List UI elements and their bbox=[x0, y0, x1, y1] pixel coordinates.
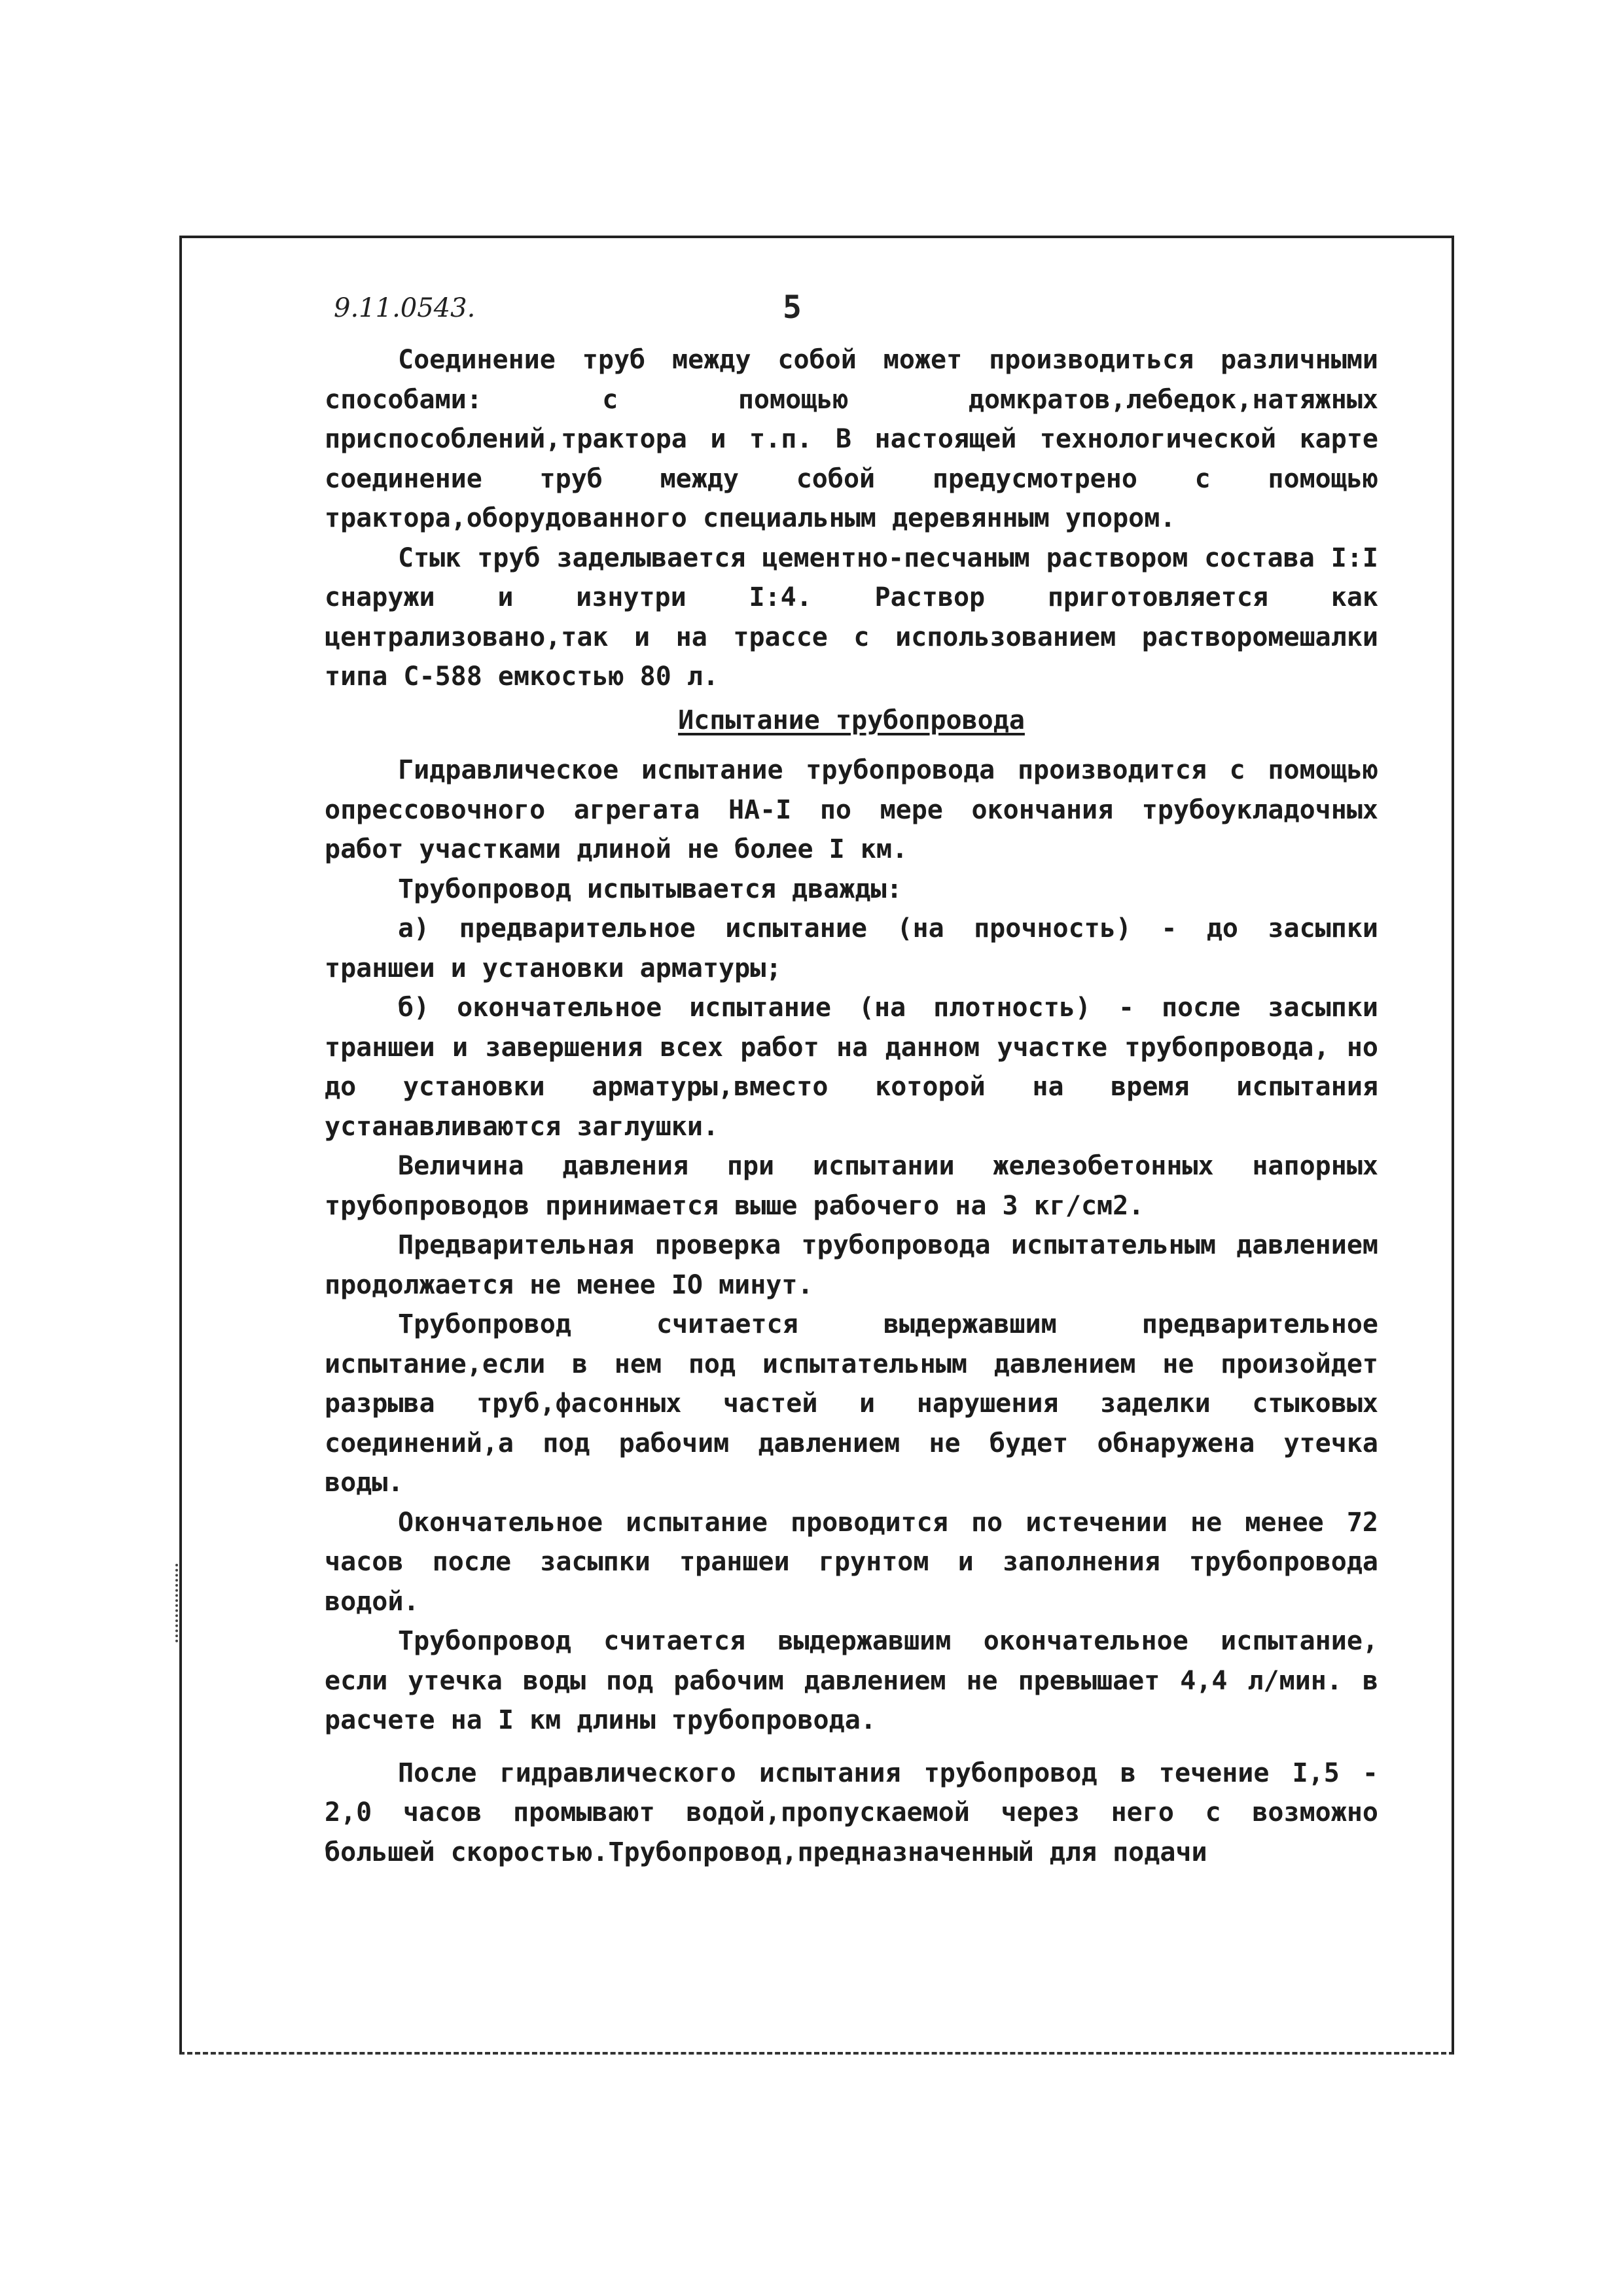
list-item-final-test: б) окончательное испытание (на плотность) - после засыпки траншеи и завершения всех работ на данном участке трубопровода, но до установки арматуры,вместо которой на время испытания устанавливаются заглушки. bbox=[325, 993, 1378, 1142]
paragraph-joint-sealing: Стык труб заделывается цементно-песчаным раствором состава I:I снаружи и изнутри I:4. Раствор приготовляется как централизовано,так и на трассе с использованием растворомешалки типа С-588 емкостью 80 л. bbox=[325, 542, 1378, 692]
document-code: 9.11.0543. bbox=[334, 293, 476, 323]
paragraph-flushing: После гидравлического испытания трубопровод в течение I,5 - 2,0 часов промывают водой,пропускаемой через него с возможно большей скоростью.Трубопровод,предназначенный для подачи bbox=[325, 1757, 1378, 1867]
list-item-preliminary-test: а) предварительное испытание (на прочность) - до засыпки траншеи и установки арматуры; bbox=[325, 913, 1378, 983]
section-title: Испытание трубопровода bbox=[678, 705, 1025, 735]
page-number: 5 bbox=[783, 289, 802, 326]
paragraph-preliminary-duration: Предварительная проверка трубопровода испытательным давлением продолжается не менее IO минут. bbox=[325, 1230, 1378, 1300]
margin-mark bbox=[175, 1564, 181, 1642]
paragraph-final-test-timing: Окончательное испытание проводится по истечении не менее 72 часов после засыпки траншеи грунтом и заполнения трубопровода водой. bbox=[325, 1507, 1378, 1617]
paragraph-hydraulic-test: Гидравлическое испытание трубопровода производится с помощью опрессовочного агрегата НА-I по мере окончания трубоукладочных работ участками длиной не более I км. bbox=[325, 755, 1378, 864]
paragraph-tested-twice: Трубопровод испытывается дважды: bbox=[398, 874, 902, 904]
paragraph-final-passed: Трубопровод считается выдержавшим окончательное испытание, если утечка воды под рабочим давлением не превышает 4,4 л/мин. в расчете на I км длины трубопровода. bbox=[325, 1626, 1378, 1735]
paragraph-preliminary-passed: Трубопровод считается выдержавшим предварительное испытание,если в нем под испытательным давлением не произойдет разрыва труб,фасонных частей и нарушения заделки стыковых соединений,а под рабочим давлением не будет обнаружена утечка воды. bbox=[325, 1309, 1378, 1498]
paragraph-joining-pipes: Соединение труб между собой может производиться различными способами: с помощью домкратов,лебедок,натяжных приспособлений,трактора и т.п. В настоящей технологической карте соединение труб между собой предусмотрено с помощью трактора,оборудованного специальным деревянным упором. bbox=[325, 345, 1378, 533]
page-body bbox=[325, 340, 1378, 1872]
paragraph-pressure-value: Величина давления при испытании железобетонных напорных трубопроводов принимается выше рабочего на 3 кг/см2. bbox=[325, 1151, 1378, 1221]
